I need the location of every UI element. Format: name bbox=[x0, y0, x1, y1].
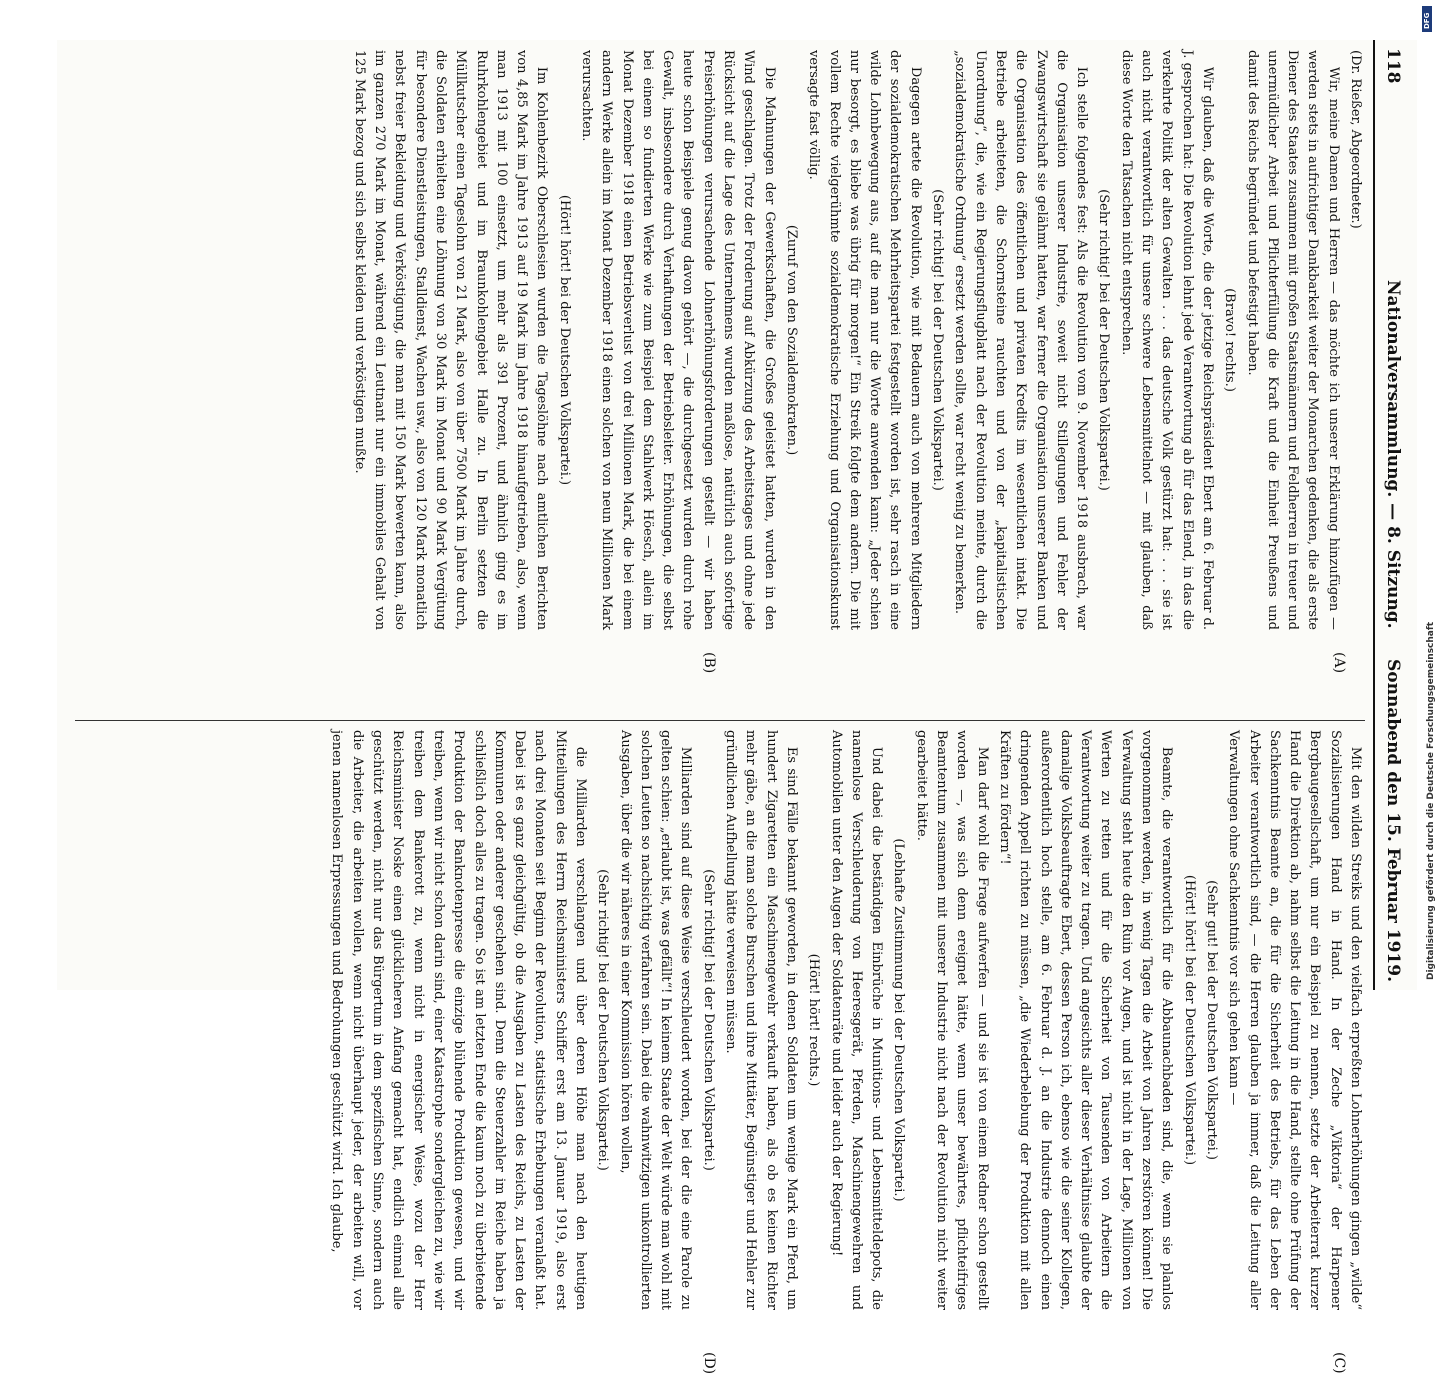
interjection: (Bravo! rechts.) bbox=[1222, 288, 1238, 392]
paragraph: Milliarden sind auf diese Weise verschleudert worden, bei der die eine Parole zu gelten schien: „erlaubt ist, was gefällt“! In keinem Staate der Welt würde man wohl mit solchen Leuten so nachsichtig verfahren sein. Dabei die wahnwitzigen unkontrollierten Ausgaben, über die wir näheres in einer Kommission hören wollen, bbox=[617, 730, 694, 1310]
margin-marker-b: (B) bbox=[701, 652, 717, 674]
paragraph: Im Kohlenbezirk Oberschlesien wurden die Tageslöhne nach amtlichen Berichten von 4,85 Mark im Jahre 1913 auf 19 Mark im Jahre 1918 hinaufgetrieben, also, wenn man 1913 mit 100 einsetzt, um mehr als 391 Prozent, und ähnlich ging es im Ruhrkohlengebiet und im Braunkohlengebiet Halle zu. In Berlin setzten die Müllkutscher einen Tageslohn von 21 Mark, also von über 7500 Mark im Jahre durch, die Soldaten erhielten eine Löhnung von 30 Mark im Monat und 90 Mark Vergütung für besondere Dienstleistungen, Stalldienst, Wachen usw., also von 120 Mark monatlich nebst freier Bekleidung und Verköstigung, die man mit 150 Mark bewerten kann, also im ganzen 270 Mark im Monat, während ein Leutnant nur ein immobiles Gehalt von 125 Mark bezog und sich selbst kleiden und verköstigen mußte. bbox=[351, 50, 550, 630]
interjection: (Hört! hört! rechts.) bbox=[806, 953, 822, 1087]
digitization-credit: Digitalisierung gefördert durch die Deutsche Forschungsgemeinschaft bbox=[1426, 621, 1436, 980]
interjection: (Lebhafte Zustimmung bei der Deutschen Volkspartei.) bbox=[891, 838, 907, 1202]
right-column bbox=[75, 730, 1365, 1310]
interjection: (Sehr richtig! bei der Deutschen Volkspartei.) bbox=[595, 869, 611, 1171]
left-column bbox=[75, 50, 1365, 630]
page-header bbox=[1373, 40, 1417, 990]
paragraph: Dagegen artete die Revolution, wie mit Bedauern auch von mehreren Mitgliedern der sozialdemokratischen Mehrheitspartei festgestellt worden ist, sehr rasch in eine wilde Lohnbewegung aus, auf die man nur die Worte anwenden kann: „Jeder schien nur besorgt, es bliebe was übrig für morgen!“ Ein Streik folgte dem andern. Die mit vollem Rechte vielgerühmte sozialdemokratische Erziehung und Organisationskunst versagte fast völlig. bbox=[806, 50, 923, 630]
paragraph: Wir glauben, daß die Worte, die der jetzige Reichspräsident Ebert am 6. Februar d. J. gesprochen hat: Die Revolution lehnt jede Verantwortung ab für das Elend, in das die verkehrte Politik der alten Gewalten . . . das deutsche Volk gestürzt hat: . . . sie ist auch nicht verantwortlich für unsere schwere Lebensmittelnot — mit glauben, daß diese Worte den Tatsachen nicht entsprechen. bbox=[1118, 50, 1215, 630]
paragraph: Die Mahnungen der Gewerkschaften, die Großes geleistet hatten, wurden in den Wind geschlagen. Trotz der Forderung auf Abkürzung des Arbeitstages und ohne jede Rücksicht auf die Lage des Unternehmens wurden maßlose, natürlich auch sofortige Preiserhöhungen verursachende Lohnerhöhungsforderungen gestellt — wir haben heute schon Beispiele genug davon gehört —, die durchgesetzt wurden durch rohe Gewalt, insbesondere durch Verhaftungen der Betriebsleiter. Erhöhungen, die selbst bei einem so fundierten Werke wie zum Beispiel dem Stahlwerk Höesch, allein im Monat Dezember 1918 einen Betriebsverlust von drei Millionen Mark, die bei einem andern Werke allein im Monat Dezember 1918 einen solchen von neun Millionen Mark verursachten. bbox=[579, 50, 777, 630]
session-date: Sonnabend den 15. Februar 1919. bbox=[1383, 659, 1403, 982]
paragraph: Beamte, die verantwortlich für die Abbaunachbaden sind, die, wenn sie planlos vorgenommen werden, in wenig Tagen die Arbeit von Jahren zerstören können! Die Verwaltung steht heute den Ruin vor Augen, und ist nicht in der Lage, Millionen von Werten zu retten und für die Sicherheit von Tausenden von Arbeitern die Verantwortung weiter zu tragen. Und angesichts aller dieser Verhältnisse glaubte der damalige Volksbeauftragte Ebert, dessen Person ich, ebenso wie die seiner Kollegen, außerordentlich hoch stelle, am 6. Februar d. J. an die Industrie dennoch einen dringenden Appell richten zu müssen, „die Wiederbelebung der Produktion mit allen Kräften zu fördern“! bbox=[996, 730, 1175, 1310]
paragraph: Mit den wilden Streiks und den vielfach erpreßten Lohnerhöhungen gingen „wilde“ Sozialisierungen Hand in Hand. In der Zeche „Viktoria“ der Harpener Bergbaugesellschaft, um nur ein Beispiel zu nennen, setzte der Arbeiterrat kurzer Hand die Direktion ab, nahm selbst die Leitung in die Hand, stellte ohne Prüfung der Sachkenntnis Beamte an, die für die Sicherheit des Betriebs, für das Leben der Arbeiter verantwortlich sind, — die Herren glauben ja immer, daß die Leitung aller Verwaltungen ohne Sachkenntnis vor sich gehen kann — bbox=[1226, 730, 1363, 1310]
speaker-line: (Dr. Rießer, Abgeordneter.) bbox=[1348, 50, 1363, 229]
margin-marker-a: (A) bbox=[1331, 652, 1347, 674]
interjection: (Sehr gut! bei der Deutschen Volkspartei.) bbox=[1203, 880, 1219, 1160]
dfg-logo-text: DFG bbox=[1423, 12, 1431, 29]
newspaper-page bbox=[57, 40, 1417, 1374]
session-title: Nationalversammlung. — 8. Sitzung. bbox=[1383, 280, 1403, 629]
paragraph: Und dabei die beständigen Einbrüche in Munitions- und Lebensmitteldepots, die namenlose Verschleuderung von Heeresgerät, Pferden, Maschinengewehren und Automobilen unter den Augen der Soldatenräte und leider auch der Regierung! bbox=[828, 730, 885, 1310]
interjection: (Sehr richtig! bei der Deutschen Volkspartei.) bbox=[700, 869, 716, 1171]
page-number: 118 bbox=[1383, 48, 1403, 84]
margin-marker-d: (D) bbox=[701, 1352, 717, 1374]
interjection: (Sehr richtig! bei der Deutschen Volkspartei.) bbox=[930, 189, 946, 491]
interjection: (Zuruf von den Sozialdemokraten.) bbox=[783, 224, 799, 456]
interjection: (Hört! hört! bei der Deutschen Volkspartei.) bbox=[556, 194, 572, 486]
paragraph: die Milliarden verschlangen und über deren Höhe man nach den heutigen Mitteilungen des Herrn Reichsministers Schiffer erst am 13. Januar 1919, also erst nach drei Monaten seit Beginn der Revolution, statistische Erhebungen veranlaßt hat. Dabei ist es ganz gleichgültig, ob die Ausgaben zu Lasten des Reichs, zu Lasten der Kommunen oder anderer geschehen sind. Denn die Steuerzahler im Reiche haben ja schließlich doch alles zu tragen. So ist am letzten Ende die kaum noch zu überbietende Produktion der Banknotenpresse die einzige blühende Produktion gewesen, und wir treiben, wenn wir nicht schon darin sind, einer Katastrophe sondergleichen zu, wie wir treiben dem Bankerott zu, wenn nicht in energischer Weise, wozu der Herr Reichsminister Noske einen glücklicheren Anfang gemacht hat, endlich einmal alle geschützt werden, nicht nur das Bürgertum in dem spezifischen Sinne, sondern auch die Arbeiter, die arbeiten wollen, wenn nicht überhaupt jeder, der arbeiten will, vor jenen namenlosen Erpressungen und Bedrohungen geschützt wird. Ich glaube, bbox=[329, 730, 589, 1310]
paragraph: Man darf wohl die Frage aufwerfen — und sie ist von einem Redner schon gestellt worden —, was sich denn ereignet hätte, wenn unser bewährtes, pflichteifriges Beamtentum zusammen mit unserer Industrie nicht nach der Revolution nicht weiter gearbeitet hätte. bbox=[913, 730, 990, 1310]
paragraph: Es sind Fälle bekannt geworden, in denen Soldaten um wenige Mark ein Pferd, um hundert Zigaretten ein Maschinengewehr verkauft haben, als ob es keinen Richter mehr gäbe, an die man solche Burschen und ihre Mittäter, Begünstiger und Hehler zur gründlichen Aufhellung hätte verweisen müssen. bbox=[723, 730, 799, 1310]
dfg-logo bbox=[1422, 6, 1432, 32]
margin-marker-c: (C) bbox=[1331, 1352, 1347, 1374]
column-divider bbox=[75, 720, 1365, 721]
interjection: (Sehr richtig! bei der Deutschen Volkspartei.) bbox=[1096, 189, 1112, 491]
interjection: (Hört! hört! bei der Deutschen Volkspartei.) bbox=[1181, 874, 1197, 1166]
paragraph: Ich stelle folgendes fest: Als die Revolution vom 9. November 1918 ausbrach, war die Organisation unserer Industrie, soweit nicht Stillegungen und Fehler der Zwangswirtschaft sie gelähmt hatten, war ferner die Organisation unserer Banken und die Organisation des öffentlichen und privaten Kredits im wesentlichen intakt. Die Betriebe arbeiteten, die Schornsteine rauchten und von der „kapitalistischen Unordnung“, die, wie ein Regierungsflugblatt nach der Revolution meinte, durch die „sozialdemokratische Ordnung“ ersetzt werden sollte, war recht wenig zu bemerken. bbox=[952, 50, 1090, 630]
paragraph: Wir, meine Damen und Herren — das möchte ich unserer Erklärung hinzufügen — werden stets in aufrichtiger Dankbarkeit weiter der Monarchen gedenken, die als erste Diener des Staates zusammen mit großen Staatsmännern und Feldherren in treuer und unermüdlicher Arbeit und Pflichterfüllung die Kraft und die Einheit Preußens und damit des Reichs begründet und befestigt haben. bbox=[1244, 50, 1341, 630]
